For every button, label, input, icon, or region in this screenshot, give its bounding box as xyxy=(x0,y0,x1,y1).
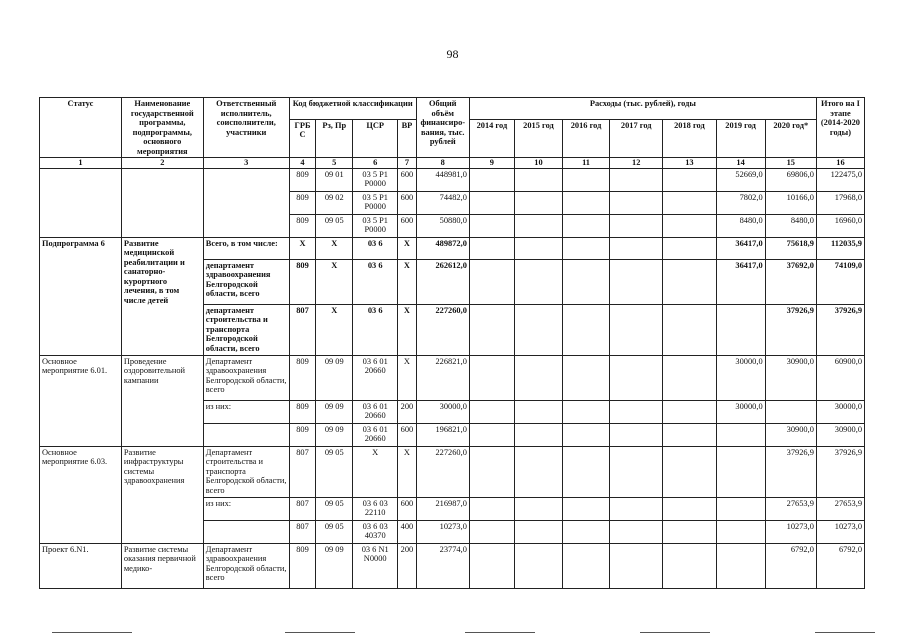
y2019-cell: 52669,0 xyxy=(716,168,765,191)
col-number: 10 xyxy=(514,158,562,169)
csr-cell: 03 6 01 20660 xyxy=(353,400,398,423)
itog-cell: 37926,9 xyxy=(816,446,864,497)
col-number: 8 xyxy=(416,158,469,169)
col-number: 7 xyxy=(398,158,416,169)
grbs-cell: 807 xyxy=(289,304,316,355)
name-cell xyxy=(121,168,203,237)
y2019-cell xyxy=(716,520,765,543)
rzpr-header: Рз, Пр xyxy=(316,119,353,157)
status-cell: Подпрограмма 6 xyxy=(40,237,122,355)
name-cell: Развитие системы оказания первичной медико- xyxy=(121,543,203,588)
col-number: 1 xyxy=(40,158,122,169)
y2019-cell xyxy=(716,543,765,588)
total-cell: 216987,0 xyxy=(416,497,469,520)
table-row xyxy=(40,168,865,191)
itog-cell: 16960,0 xyxy=(816,214,864,237)
name-header: Наименование государственной программы, подпрограммы, основного мероприятия xyxy=(121,98,203,158)
executor-cell: Департамент здравоохранения Белгородской области, всего xyxy=(203,543,289,588)
y2020-cell: 8480,0 xyxy=(765,214,816,237)
y2019-cell: 7802,0 xyxy=(716,191,765,214)
csr-cell: 03 6 01 20660 xyxy=(353,355,398,400)
executor-cell: Всего, в том числе: xyxy=(203,237,289,259)
total-cell: 74482,0 xyxy=(416,191,469,214)
grbs-cell: 809 xyxy=(289,214,316,237)
rzpr-cell: 09 09 xyxy=(316,543,353,588)
budget-code-header: Код бюджетной классификации xyxy=(289,98,416,120)
csr-cell: 03 5 Р1 Р0000 xyxy=(353,191,398,214)
rzpr-cell: Х xyxy=(316,304,353,355)
footer-rule xyxy=(815,632,875,633)
col-number: 9 xyxy=(469,158,514,169)
vr-cell: Х xyxy=(398,355,416,400)
col-number: 3 xyxy=(203,158,289,169)
grbs-cell: 809 xyxy=(289,259,316,304)
y2020-cell: 69806,0 xyxy=(765,168,816,191)
page-number: 98 xyxy=(446,47,459,61)
itog-cell: 30900,0 xyxy=(816,423,864,446)
rzpr-cell: 09 01 xyxy=(316,168,353,191)
footer-rule xyxy=(640,632,710,633)
y2019-cell: 30000,0 xyxy=(716,355,765,400)
y2020-cell: 75618,9 xyxy=(765,237,816,259)
total-cell: 489872,0 xyxy=(416,237,469,259)
executor-cell: Департамент строительства и транспорта Белгородской области, всего xyxy=(203,446,289,497)
vr-cell: Х xyxy=(398,446,416,497)
vr-cell: Х xyxy=(398,304,416,355)
y2020-cell: 10273,0 xyxy=(765,520,816,543)
footer-rule xyxy=(465,632,535,633)
vr-cell: 600 xyxy=(398,423,416,446)
executor-cell xyxy=(203,423,289,446)
col-number: 14 xyxy=(716,158,765,169)
footer-rule xyxy=(52,632,132,633)
itog-cell: 10273,0 xyxy=(816,520,864,543)
col-number: 6 xyxy=(353,158,398,169)
status-cell xyxy=(40,168,122,237)
y2020-cell: 6792,0 xyxy=(765,543,816,588)
executor-header: Ответственный исполнитель, соисполнители, участники xyxy=(203,98,289,158)
rzpr-cell: 09 02 xyxy=(316,191,353,214)
y2020-cell: 37926,9 xyxy=(765,304,816,355)
executor-cell: из них: xyxy=(203,497,289,520)
itog-cell: 27653,9 xyxy=(816,497,864,520)
csr-cell: Х xyxy=(353,446,398,497)
grbs-cell: 809 xyxy=(289,355,316,400)
grbs-header: ГРБС xyxy=(289,119,316,157)
y2019-cell xyxy=(716,304,765,355)
itog-cell: 112035,9 xyxy=(816,237,864,259)
total-cell: 23774,0 xyxy=(416,543,469,588)
name-cell: Развитие медицинской реабилитации и санаторно-курортного лечения, в том числе детей xyxy=(121,237,203,355)
footer-rule xyxy=(285,632,355,633)
status-cell: Проект 6.N1. xyxy=(40,543,122,588)
rzpr-cell: Х xyxy=(316,259,353,304)
header-row-1 xyxy=(40,98,865,120)
csr-cell: 03 6 N1 N0000 xyxy=(353,543,398,588)
rzpr-cell: 09 09 xyxy=(316,400,353,423)
vr-cell: 600 xyxy=(398,168,416,191)
y2019-cell xyxy=(716,446,765,497)
itog-cell: 6792,0 xyxy=(816,543,864,588)
table-row xyxy=(40,355,865,400)
csr-cell: 03 5 Р1 Р0000 xyxy=(353,214,398,237)
executor-cell: Департамент здравоохранения Белгородской области, всего xyxy=(203,355,289,400)
y2020-cell xyxy=(765,400,816,423)
expenses-header: Расходы (тыс. рублей), годы xyxy=(469,98,816,120)
executor-cell: из них: xyxy=(203,400,289,423)
name-cell: Развитие инфраструктуры системы здравоохранения xyxy=(121,446,203,543)
vr-cell: 400 xyxy=(398,520,416,543)
executor-cell: департамент здравоохранения Белгородской области, всего xyxy=(203,259,289,304)
vr-cell: 600 xyxy=(398,214,416,237)
vr-cell: 200 xyxy=(398,543,416,588)
csr-cell: 03 6 03 40370 xyxy=(353,520,398,543)
grbs-cell: Х xyxy=(289,237,316,259)
col-number: 4 xyxy=(289,158,316,169)
total-volume-header: Общий объём финансиро-вания, тыс. рублей xyxy=(416,98,469,158)
vr-header: ВР xyxy=(398,119,416,157)
total-cell: 30000,0 xyxy=(416,400,469,423)
itog-header: Итого на I этапе (2014-2020 годы) xyxy=(816,98,864,158)
rzpr-cell: Х xyxy=(316,237,353,259)
rzpr-cell: 09 09 xyxy=(316,355,353,400)
total-cell: 227260,0 xyxy=(416,446,469,497)
vr-cell: 600 xyxy=(398,191,416,214)
itog-cell: 122475,0 xyxy=(816,168,864,191)
csr-cell: 03 6 xyxy=(353,304,398,355)
y2020-cell: 10166,0 xyxy=(765,191,816,214)
year-header: 2017 год xyxy=(610,119,663,157)
total-cell: 227260,0 xyxy=(416,304,469,355)
executor-cell: департамент строительства и транспорта Белгородской области, всего xyxy=(203,304,289,355)
vr-cell: Х xyxy=(398,259,416,304)
year-header: 2019 год xyxy=(716,119,765,157)
itog-cell: 37926,9 xyxy=(816,304,864,355)
grbs-cell: 807 xyxy=(289,446,316,497)
status-header: Статус xyxy=(40,98,122,158)
year-header: 2020 год* xyxy=(765,119,816,157)
y2019-cell: 36417,0 xyxy=(716,259,765,304)
year-header: 2016 год xyxy=(563,119,610,157)
table-row xyxy=(40,543,865,588)
y2019-cell: 8480,0 xyxy=(716,214,765,237)
y2020-cell: 37926,9 xyxy=(765,446,816,497)
rzpr-cell: 09 05 xyxy=(316,497,353,520)
y2019-cell xyxy=(716,423,765,446)
y2019-cell: 36417,0 xyxy=(716,237,765,259)
year-header: 2018 год xyxy=(663,119,716,157)
year-header: 2015 год xyxy=(514,119,562,157)
col-number: 16 xyxy=(816,158,864,169)
total-cell: 196821,0 xyxy=(416,423,469,446)
column-number-row xyxy=(40,158,865,169)
csr-header: ЦСР xyxy=(353,119,398,157)
itog-cell: 74109,0 xyxy=(816,259,864,304)
csr-cell: 03 6 xyxy=(353,237,398,259)
grbs-cell: 807 xyxy=(289,520,316,543)
y2020-cell: 30900,0 xyxy=(765,423,816,446)
y2019-cell: 30000,0 xyxy=(716,400,765,423)
csr-cell: 03 6 01 20660 xyxy=(353,423,398,446)
csr-cell: 03 6 xyxy=(353,259,398,304)
grbs-cell: 809 xyxy=(289,191,316,214)
y2019-cell xyxy=(716,497,765,520)
executor-cell xyxy=(203,168,289,237)
grbs-cell: 807 xyxy=(289,497,316,520)
executor-cell xyxy=(203,520,289,543)
itog-cell: 60900,0 xyxy=(816,355,864,400)
col-number: 5 xyxy=(316,158,353,169)
grbs-cell: 809 xyxy=(289,168,316,191)
col-number: 11 xyxy=(563,158,610,169)
year-header: 2014 год xyxy=(469,119,514,157)
vr-cell: 600 xyxy=(398,497,416,520)
total-cell: 50880,0 xyxy=(416,214,469,237)
status-cell: Основное мероприятие 6.03. xyxy=(40,446,122,543)
total-cell: 10273,0 xyxy=(416,520,469,543)
csr-cell: 03 5 Р1 Р0000 xyxy=(353,168,398,191)
grbs-cell: 809 xyxy=(289,423,316,446)
rzpr-cell: 09 05 xyxy=(316,214,353,237)
csr-cell: 03 6 03 22110 xyxy=(353,497,398,520)
total-cell: 448981,0 xyxy=(416,168,469,191)
rzpr-cell: 09 05 xyxy=(316,520,353,543)
budget-table xyxy=(39,97,865,589)
y2020-cell: 30900,0 xyxy=(765,355,816,400)
total-cell: 262612,0 xyxy=(416,259,469,304)
col-number: 13 xyxy=(663,158,716,169)
rzpr-cell: 09 09 xyxy=(316,423,353,446)
table-row xyxy=(40,446,865,497)
name-cell: Проведение оздоровительной кампании xyxy=(121,355,203,446)
grbs-cell: 809 xyxy=(289,543,316,588)
table-row xyxy=(40,237,865,259)
total-cell: 226821,0 xyxy=(416,355,469,400)
rzpr-cell: 09 05 xyxy=(316,446,353,497)
status-cell: Основное мероприятие 6.01. xyxy=(40,355,122,446)
itog-cell: 30000,0 xyxy=(816,400,864,423)
vr-cell: Х xyxy=(398,237,416,259)
y2020-cell: 37692,0 xyxy=(765,259,816,304)
vr-cell: 200 xyxy=(398,400,416,423)
itog-cell: 17968,0 xyxy=(816,191,864,214)
col-number: 12 xyxy=(610,158,663,169)
y2020-cell: 27653,9 xyxy=(765,497,816,520)
col-number: 2 xyxy=(121,158,203,169)
col-number: 15 xyxy=(765,158,816,169)
grbs-cell: 809 xyxy=(289,400,316,423)
